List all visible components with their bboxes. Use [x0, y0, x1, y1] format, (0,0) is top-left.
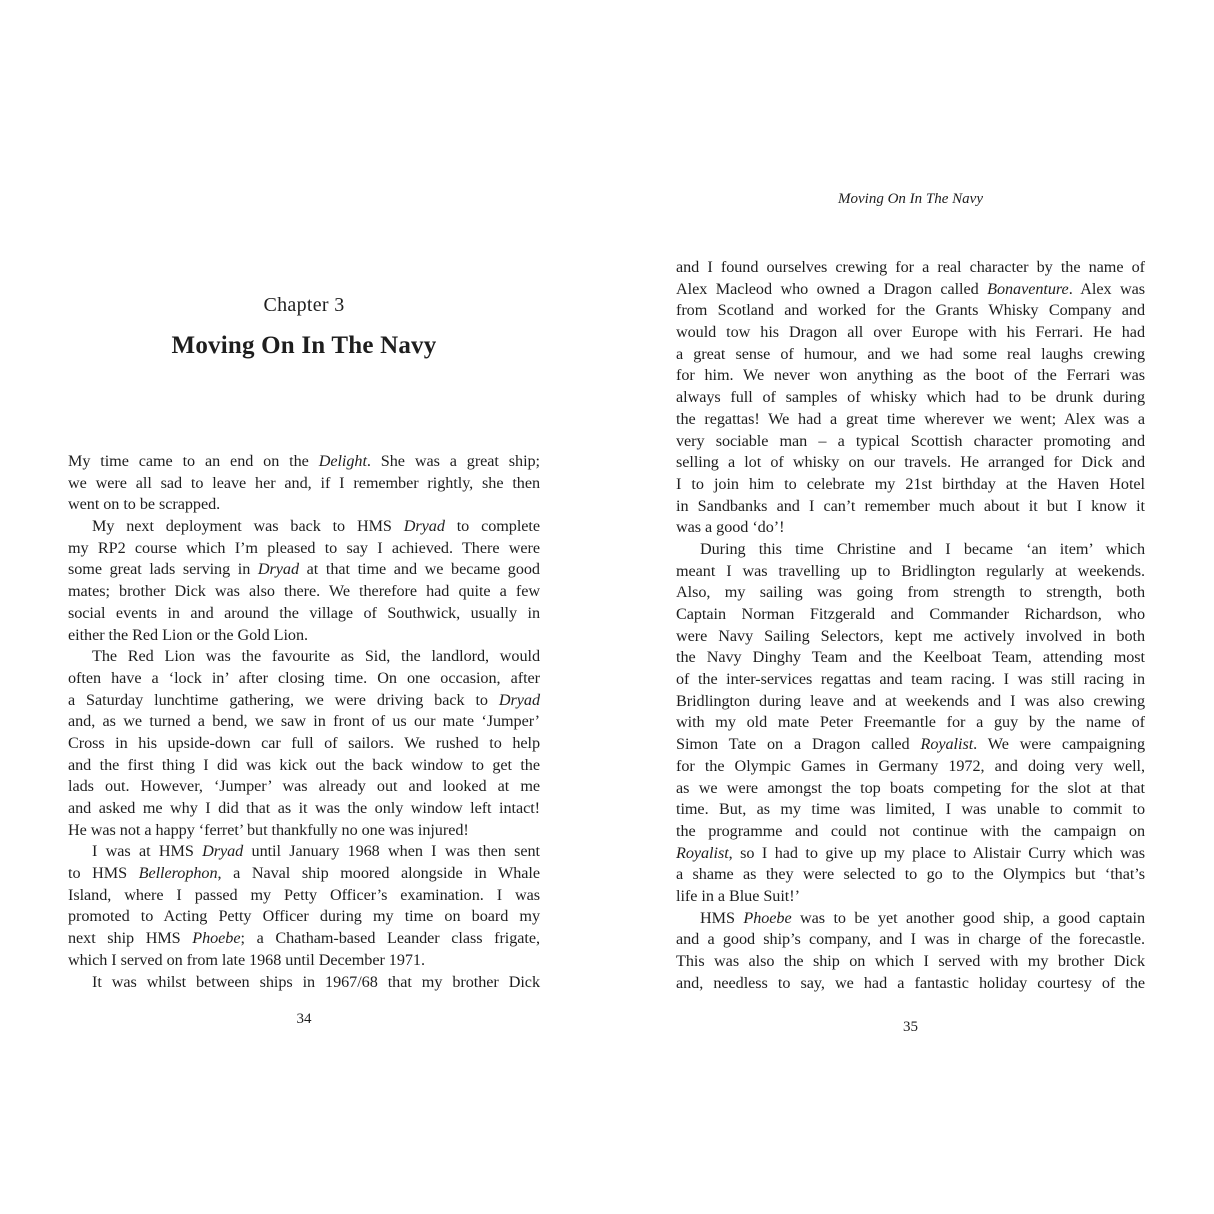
text-line: life in a Blue Suit!’ [676, 886, 800, 905]
text-line: I was at HMS Dryad until January 1968 when I was then sent [92, 842, 540, 861]
text-line: lads out. However, ‘Jumper’ was already out and looked at me [68, 777, 540, 796]
text-line: My time came to an end on the Delight. She was a great ship; [68, 452, 541, 470]
text-line: from Scotland and worked for the Grants Whisky Company and [676, 301, 1145, 320]
right-page-number: 35 [903, 1019, 918, 1035]
text-line: the Navy Dinghy Team and the Keelboat Team, attending most [676, 648, 1145, 667]
text-line: was a good ‘do’! [676, 518, 785, 537]
text-line: and, needless to say, we had a fantastic holiday courtesy of the [676, 973, 1145, 992]
text-line: the programme and could not continue with the campaign on [676, 821, 1145, 840]
paragraph [68, 646, 540, 841]
text-line: Royalist, so I had to give up my place to Alistair Curry which was [676, 843, 1145, 862]
text-line: for him. We never won anything as the boot of the Ferrari was [676, 366, 1145, 385]
paragraph [68, 972, 540, 994]
text-line: mates; brother Dick was also there. We therefore had quite a few [68, 582, 540, 601]
paragraph [68, 841, 540, 971]
paragraph [676, 539, 1145, 908]
text-line: were Navy Sailing Selectors, kept me actively involved in both [676, 626, 1145, 645]
text-line: my RP2 course which I’m pleased to say I achieved. There were [68, 538, 540, 557]
text-line: of the inter-services regattas and team racing. I was still racing in [676, 670, 1145, 689]
text-line: Captain Norman Fitzgerald and Commander Richardson, who [676, 605, 1145, 623]
text-line: social events in and around the village of Southwick, usually in [68, 603, 540, 622]
text-line: Island, where I passed my Petty Officer’s examination. I was [68, 885, 540, 904]
text-line: Cross in his upside-down car full of sailors. We rushed to help [68, 733, 540, 752]
text-line: as we were amongst the top boats competing for the slot at that [676, 778, 1145, 797]
text-line: During this time Christine and I became ‘an item’ which [700, 539, 1145, 558]
text-line: Simon Tate on a Dragon called Royalist. We were campaigning [676, 735, 1145, 754]
chapter-title: Moving On In The Navy [171, 332, 437, 359]
paragraph [676, 908, 1145, 995]
text-line: would tow his Dragon all over Europe with his Ferrari. He had [676, 323, 1145, 342]
running-header: Moving On In The Navy [838, 191, 983, 207]
text-line: and I found ourselves crewing for a real character by the name of [676, 258, 1145, 276]
text-line: the regattas! We had a great time wherever we went; Alex was a [676, 409, 1145, 428]
text-line: and the first thing I did was kick out the back window to get the [68, 755, 540, 774]
paragraph [68, 516, 540, 646]
text-line: went on to be scrapped. [68, 495, 221, 514]
text-line: meant I was travelling up to Bridlington regularly at weekends. [676, 561, 1145, 580]
text-line: I to join him to celebrate my 21st birthday at the Haven Hotel [676, 474, 1145, 493]
left-page-body [68, 451, 540, 993]
text-line: It was whilst between ships in 1967/68 that my brother Dick [92, 972, 540, 991]
text-line: The Red Lion was the favourite as Sid, the landlord, would [92, 647, 540, 666]
text-line: a Saturday lunchtime gathering, we were driving back to Dryad [68, 690, 540, 709]
text-line: with my old mate Peter Freemantle for a guy by the name of [676, 713, 1145, 732]
text-line: Also, my sailing was going from strength to strength, both [676, 583, 1145, 602]
text-line: selling a lot of whisky on our travels. He arranged for Dick and [676, 453, 1145, 472]
text-line: promoted to Acting Petty Officer during my time on board my [68, 907, 540, 926]
text-line: and a good ship’s company, and I was in charge of the forecastle. [676, 930, 1145, 949]
text-line: in Sandbanks and I can’t remember much about it but I know it [676, 496, 1145, 515]
text-line: and asked me why I did that as it was the only window left intact! [68, 799, 540, 817]
text-line: often have a ‘lock in’ after closing time. On one occasion, after [68, 668, 540, 687]
text-line: a great sense of humour, and we had some real laughs crewing [676, 344, 1145, 363]
text-line: some great lads serving in Dryad at that time and we became good [68, 560, 540, 579]
text-line: HMS Phoebe was to be yet another good ship, a good captain [700, 908, 1145, 927]
text-line: My next deployment was back to HMS Dryad to complete [92, 517, 540, 536]
text-line: next ship HMS Phoebe; a Chatham-based Leander class frigate, [68, 929, 540, 948]
paragraph [676, 257, 1145, 539]
chapter-label: Chapter 3 [263, 294, 345, 316]
text-line: and, as we turned a bend, we saw in front of us our mate ‘Jumper’ [68, 712, 540, 731]
text-line: Alex Macleod who owned a Dragon called Bonaventure. Alex was [676, 279, 1145, 298]
text-line: to HMS Bellerophon, a Naval ship moored alongside in Whale [68, 864, 540, 883]
text-line: always full of samples of whisky which had to be drunk during [676, 388, 1145, 407]
right-page-body [676, 257, 1145, 994]
paragraph [68, 451, 540, 516]
left-page-number: 34 [296, 1011, 312, 1027]
text-line: This was also the ship on which I served with my brother Dick [676, 952, 1145, 970]
text-line: Bridlington during leave and at weekends and I was also crewing [676, 691, 1145, 710]
text-line: He was not a happy ‘ferret’ but thankfully no one was injured! [68, 820, 469, 839]
text-line: we were all sad to leave her and, if I remember rightly, she then [68, 473, 540, 492]
text-line: either the Red Lion or the Gold Lion. [68, 625, 309, 644]
text-line: for the Olympic Games in Germany 1972, and doing very well, [676, 756, 1145, 775]
text-line: a shame as they were selected to go to the Olympics but ‘that’s [676, 865, 1145, 884]
text-line: very sociable man – a typical Scottish character promoting and [676, 431, 1145, 450]
text-line: which I served on from late 1968 until December 1971. [68, 950, 425, 969]
text-line: time. But, as my time was limited, I was unable to commit to [676, 800, 1145, 819]
